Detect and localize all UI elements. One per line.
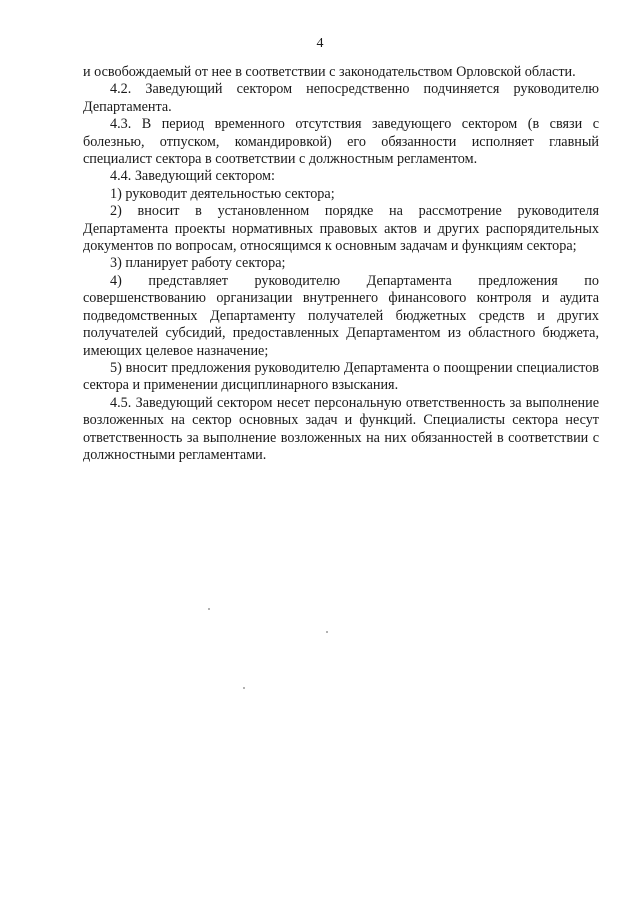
paragraph-4-5: 4.5. Заведующий сектором несет персональную ответственность за выполнение возложенных на сектор основных задач и функций. Специалисты сектора несут ответственность за выполнение возложенных на них обязанностей в соответствии с должностными регламентами. bbox=[83, 394, 599, 463]
list-item-4: 4) представляет руководителю Департамента предложения по совершенствованию организации внутреннего финансового контроля и аудита подведомственных Департаменту получателей бюджетных средств и других получателей субсидий, предоставленных Департаментом из областного бюджета, имеющих целевое назначение; bbox=[83, 272, 599, 359]
paragraph-4-3: 4.3. В период временного отсутствия заведующего сектором (в связи с болезнью, отпуском, командировкой) его обязанности исполняет главный специалист сектора в соответствии с должностным регламентом. bbox=[83, 116, 599, 168]
scan-speck bbox=[326, 631, 328, 633]
paragraph-4-4: 4.4. Заведующий сектором: bbox=[110, 168, 275, 185]
paragraph-continuation: и освобождаемый от нее в соответствии с законодательством Орловской области. bbox=[83, 64, 576, 80]
paragraph-4-2: 4.2. Заведующий сектором непосредственно подчиняется руководителю Департамента. bbox=[83, 81, 599, 115]
scan-speck bbox=[243, 687, 245, 689]
list-item-5: 5) вносит предложения руководителю Департамента о поощрении специалистов сектора и применении дисциплинарного взыскания. bbox=[83, 359, 599, 394]
page-number: 4 bbox=[316, 36, 324, 51]
list-item-2: 2) вносит в установленном порядке на рассмотрение руководителя Департамента проекты нормативных правовых актов и других распорядительных документов по вопросам, относящимся к основным задачам и функциям сектора; bbox=[83, 203, 599, 255]
list-item-3: 3) планирует работу сектора; bbox=[110, 255, 286, 272]
document-body bbox=[83, 64, 599, 464]
list-item-1: 1) руководит деятельностью сектора; bbox=[110, 185, 335, 202]
scan-speck bbox=[208, 608, 210, 610]
